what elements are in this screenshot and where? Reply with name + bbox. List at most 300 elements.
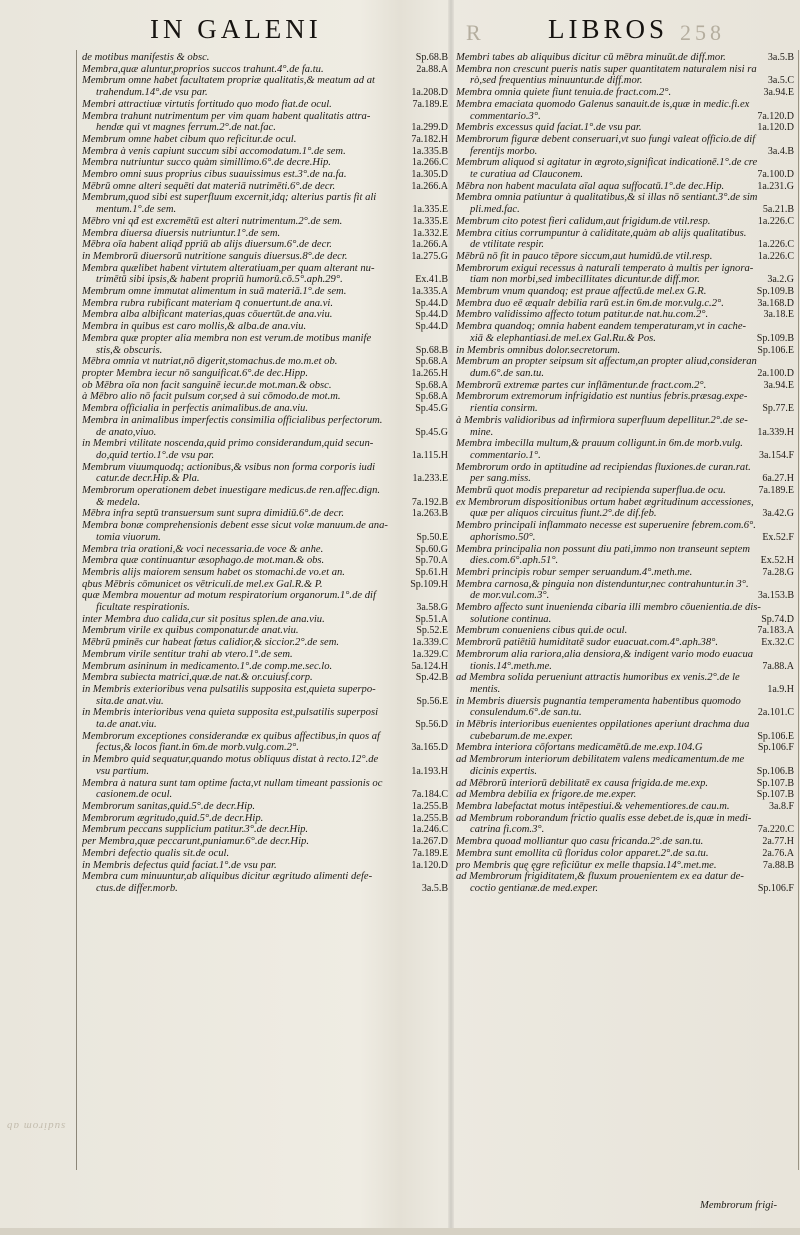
index-entry-line [456,485,794,497]
index-entry-line [82,824,448,836]
index-entry-reference: 3a.154.F [759,449,794,461]
index-entry-reference: 7a.120.D [757,110,794,122]
index-entry-text: Membrorum extremorum infrigidatio est nuntius febris.præsag.expe- [456,391,748,403]
index-entry-reference: 7a.189.E [412,98,448,110]
index-entry-text: Membrum aliquod si agitatur in ægroto,significat indicationē.1°.de cre [456,157,758,169]
index-entry-line [456,438,794,450]
index-entry-reference: 1a.299.D [411,122,448,134]
index-entry-text: per Membra,quæ peccarunt,puniamur.6°.de decr.Hip. [82,836,309,848]
index-entry-text: mentum.1°.de sem. [96,204,177,216]
index-entry-reference: 3a.4.B [767,145,794,157]
index-entry-reference: Sp.107.B [756,789,794,801]
index-entry-line [82,157,448,169]
index-entry-reference: 1a.266.C [411,157,448,169]
index-entry-text: Membrum virile sentitur trahi ab vtero.1°.de sem. [82,648,293,660]
index-entry-text: sita.de anat.viu. [96,695,164,707]
index-entry-line [82,742,448,754]
index-entry-line [456,766,794,778]
index-entry-line [456,228,794,240]
index-entry-line [82,719,448,731]
index-entry-text: Membra carnosa,& pinguia non distenduntur,nec contrahuntur.in 3°. [456,578,749,590]
index-entry-reference: 1a.266.A [411,239,448,251]
bleed-through-vertical-text: sudirom ab [6,1120,66,1132]
index-entry-reference: Sp.42.B [415,672,448,684]
index-entry-line [456,87,794,99]
index-entry-text: Membri principis robur semper seruandum.4°.meth.me. [456,566,693,578]
index-entry-reference: Sp.106.E [757,344,794,356]
index-entry-line [456,450,794,462]
index-entry-text: ad Membra solida perueniunt attractis humoribus ex venis.2°.de le [456,672,740,684]
index-entry-text: in Membrorū diuersorū nutritione sanguis diuersus.8°.de decr. [82,250,348,262]
index-entry-line [456,754,794,766]
index-entry-reference: 3a.5.C [767,75,794,87]
index-entry-line [82,181,448,193]
index-entry-text: trimētū sibi ipsis,& habent propriū humorū.cō.5°.aph.29°. [96,274,343,286]
index-entry-line [456,508,794,520]
index-entry-text: mentis. [470,683,501,695]
index-entry-reference: 1a.335.B [411,145,448,157]
index-entry-text: Membrum,quod sibi est superfluum excernit,idq; alterius partis fit ali [82,192,377,204]
index-entry-line [82,497,448,509]
index-entry-reference: Sp.52.E [416,625,448,637]
index-entry-line [82,532,448,544]
index-entry-reference: 7a.100.D [757,169,794,181]
index-entry-line [456,263,794,275]
index-entry-text: in Membris defectus quid faciat.1°.de vsu par. [82,859,277,871]
index-entry-text: Membris excessus quid faciat.1°.de vsu par. [456,122,642,134]
index-entry-reference: 1a.335.E [412,204,448,216]
index-entry-line [456,824,794,836]
index-entry-text: Membrum an propter seipsum sit affectum,an propter aliud,consideran [456,356,757,368]
index-entry-line [456,146,794,158]
index-entry-line [456,497,794,509]
book-gutter [448,0,454,1235]
index-entry-line [456,356,794,368]
index-entry-line [82,801,448,813]
index-entry-text: à Mēbro alio nō facit pulsum cor,sed à sui cōmodo.de mot.m. [82,391,341,403]
index-entry-line [456,707,794,719]
index-entry-line [82,766,448,778]
index-entry-line [82,649,448,661]
index-entry-text: Membra labefactat motus intēpestiui.& vehementiores.de cau.m. [456,801,730,812]
index-entry-line [82,836,448,848]
index-entry-line [82,661,448,673]
index-entry-line [456,333,794,345]
index-entry-text: Membra nutriuntur succo quàm simillimo.6°.de decre.Hip. [82,157,331,169]
left-margin-rule [76,50,77,1170]
index-entry-reference: 1a.335.A [411,286,448,298]
index-entry-line [456,52,794,64]
index-entry-text: Mēbro vni qđ est excremētū est alteri nutrimentum.2°.de sem. [82,215,343,227]
index-entry-reference: 3a.5.B [421,882,448,894]
index-entry-text: Membrorum sanitas,quid.5°.de decr.Hip. [82,801,256,812]
index-entry-line [82,391,448,403]
index-entry-line [82,696,448,708]
index-entry-text: ex Membrorum dispositionibus ortum habet ægritudinum accessiones, [456,496,754,508]
index-entry-line [456,801,794,813]
index-entry-line [82,485,448,497]
index-entry-line [456,544,794,556]
index-entry-reference: Ex.52.H [760,555,794,567]
index-entry-line [456,532,794,544]
index-entry-text: Membrorum alia rariora,alia densiora,& indigent vario modo euacua [456,648,754,660]
index-entry-text: Membra cum minuuntur,ab aliquibus dicitur ægritudo alimenti defe- [82,871,373,883]
index-entry-line [456,380,794,392]
index-entry-text: pro Membris quę ęgre reficiūtur ex melle thapsia.14°.met.me. [456,859,717,871]
index-column-left [82,52,448,895]
index-entry-text: Membra quandoq; omnia habent eandem temperaturam,vt in cache- [456,321,747,333]
index-entry-line [82,239,448,251]
index-entry-line [456,555,794,567]
index-entry-reference: Sp.61.H [415,566,448,578]
index-entry-line [82,298,448,310]
index-entry-reference: 3a.18.E [763,309,794,321]
index-entry-line [82,625,448,637]
index-entry-text: commentario.1°. [470,449,541,461]
index-entry-text: Mēbrū omne alteri sequēti dat materiā nutrimēti.6°.de decr. [82,180,336,192]
index-entry-line [82,672,448,684]
index-entry-text: quæ per aliquos circuitus fiunt.2°.de dif.feb. [470,508,657,520]
index-entry-text: ficultate respirationis. [96,602,190,614]
index-entry-line [82,403,448,415]
index-entry-reference: 5a.21.B [762,204,794,216]
index-entry-text: Membra subiecta matrici,quæ.de nat.& or.cuiusf.corp. [82,672,313,684]
index-entry-text: Mēbra omnia vt nutriat,nō digerit,stomachus.de mo.m.et ob. [82,356,338,368]
index-entry-text: Membrū quot modis preparetur ad recipienda superflua.de ocu. [456,485,726,497]
index-entry-line [82,99,448,111]
index-entry-text: Membri attractiuæ virtutis fortitudo quo modo fiat.de ocul. [82,98,332,110]
index-entry-reference: 3a.165.D [411,742,448,754]
index-entry-line [82,860,448,872]
index-entry-text: Membro affecto sunt inuenienda cibaria illi membro cōuenientia.de dis- [456,602,761,614]
index-entry-line [82,579,448,591]
index-entry-text: in Membris diuersis pugnantia temperamenta habentibus quomodo [456,695,741,707]
index-entry-line [456,286,794,298]
index-entry-line [82,544,448,556]
index-entry-text: Membra duo eē æqualr debilia rarū est.in 6m.de mor.vulg.c.2°. [456,297,724,309]
index-entry-line [82,146,448,158]
index-entry-text: Membra omnia quiete fiunt tenuia.de fract.com.2°. [456,87,672,99]
index-entry-line [456,719,794,731]
index-entry-text: de anato,viuo. [96,426,157,438]
index-entry-line [456,122,794,134]
index-entry-reference: 1a.329.C [411,648,448,660]
index-entry-text: Membra sunt emollita cū floridus color apparet.2°.de sa.tu. [456,847,709,859]
right-margin-rule [798,50,799,1170]
index-entry-line [82,602,448,614]
index-entry-text: Membrum vnum quandoq; est praue affectū.de mel.ex G.R. [456,286,707,298]
index-entry-text: Mēbra non habent maculata aīal aqua suffocatū.1°.de dec.Hip. [456,180,725,192]
index-entry-text: in Membris interioribus vena quieta supposita est,pulsatilis superposi [82,707,379,719]
index-entry-reference: Sp.45.G [415,426,448,438]
index-entry-line [82,286,448,298]
index-entry-line [82,345,448,357]
index-entry-text: ad Membrorum interiorum debilitatem valens medicamentum.de me [456,754,745,766]
running-head-left: IN GALENI [150,14,322,44]
index-entry-text: à Membris validioribus ad infirmiora superfluum depellitur.2°.de se- [456,414,748,426]
index-entry-line [456,157,794,169]
index-entry-reference: Sp.109.B [756,332,794,344]
index-entry-line [456,415,794,427]
catchword: Membrorum frigi- [700,1200,777,1211]
index-entry-line [82,707,448,719]
index-entry-line [456,169,794,181]
index-entry-reference: 3a.94.E [763,87,794,99]
index-entry-line [456,345,794,357]
index-entry-text: Membrorū extremæ partes cur inflāmentur.de fract.com.2°. [456,379,707,391]
index-entry-reference: Sp.44.D [415,321,448,333]
index-entry-line [456,239,794,251]
index-entry-reference: 1a.208.D [411,87,448,99]
index-entry-text: Membra quælibet habent virtutem alteratiuam,per quam alterant nu- [82,262,375,274]
index-entry-text: tomia viuorum. [96,531,161,543]
index-entry-line [456,427,794,439]
index-entry-line [82,204,448,216]
index-entry-text: consulendum.6°.de san.tu. [470,707,582,719]
index-entry-text: solutione continua. [470,613,552,625]
index-entry-reference: 7a.88.B [762,859,794,871]
index-entry-text: ad Membra debilia ex frigore.de me.exper. [456,789,637,801]
index-entry-line [82,111,448,123]
index-entry-reference: 5a.124.H [411,660,448,672]
index-entry-text: Membrum conueniens cibus qui.de ocul. [456,625,628,637]
index-entry-text: trahendum.14°.de vsu par. [96,87,208,99]
index-entry-reference: 1a.120.D [757,122,794,134]
index-entry-reference: 1a.265.H [411,367,448,379]
page-bottom-edge [0,1228,800,1235]
index-entry-line [82,216,448,228]
index-entry-text: & medela. [96,496,141,508]
index-entry-reference: 6a.27.H [762,473,794,485]
index-entry-reference: Sp.68.A [415,379,448,391]
index-entry-text: ctus.de differ.morb. [96,882,178,894]
index-entry-line [82,368,448,380]
index-entry-line [82,450,448,462]
index-entry-line [456,883,794,895]
index-entry-reference: 3a.58.G [416,602,448,614]
index-entry-text: in Membro quid sequatur,quando motus obliquus distat à recto.12°.de [82,754,379,766]
index-entry-text: Membra in animalibus imperfectis consimilia officialibus perfectorum. [82,414,383,426]
index-entry-text: Membra interiora cōfortans medicamētū.de me.exp.104.G [456,742,703,754]
index-entry-line [82,356,448,368]
index-entry-reference: 3a.94.E [763,379,794,391]
index-entry-reference: 1a.263.B [411,508,448,520]
index-entry-reference: Sp.106.F [757,882,794,894]
index-entry-text: Membri tabes ab aliquibus dicitur cū mēbra minuūt.de diff.mor. [456,52,726,63]
index-entry-line [456,789,794,801]
index-entry-reference: Ex.41.B [415,274,448,286]
index-entry-text: Membri defectio qualis sit.de ocul. [82,847,230,859]
index-entry-text: Membra officialia in perfectis animalibus.de ana.viu. [82,403,308,415]
index-entry-reference: Sp.74.D [761,613,794,625]
index-entry-text: dies.com.6°.aph.51°. [470,555,559,567]
index-entry-line [82,380,448,392]
index-entry-text: Membra à venis capiunt succum sibi accomodatum.1°.de sem. [82,145,346,157]
index-entry-text: inter Membra duo calida,cur sit positus splen.de ana.viu. [82,613,325,625]
index-entry-line [456,684,794,696]
index-entry-text: Membra principalia non possunt diu pati,immo non transeunt septem [456,543,750,555]
index-entry-text: Membra imbecilla multum,& prauum colligunt.in 6m.de morb.vulg. [456,438,743,450]
index-entry-reference: Ex.52.F [762,531,794,543]
index-entry-text: Membra citius corrumpuntur à caliditate,quàm ab alijs qualitatibus. [456,227,747,239]
index-entry-line [456,579,794,591]
index-entry-line [456,274,794,286]
index-entry-text: Membrorū patiētiū humiditatē sudor euacuat.com.4°.aph.38°. [456,637,719,649]
index-entry-line [82,883,448,895]
running-head-right: LIBROS [548,14,669,44]
index-entry-line [456,860,794,872]
index-entry-text: quæ Membra mouentur ad motum respiratorium organorum.1°.de dif [82,590,376,602]
index-entry-text: Membra in quibus est caro mollis,& alba.de ana.viu. [82,321,307,333]
index-entry-reference: Sp.56.E [416,695,448,707]
index-entry-reference: Sp.68.B [415,344,448,356]
index-entry-line [456,871,794,883]
index-entry-reference: 1a.193.H [411,765,448,777]
index-entry-line [82,462,448,474]
index-entry-line [456,204,794,216]
index-entry-reference: 1a.226.C [757,250,794,262]
index-entry-text: Membra,quæ aluntur,proprios succos trahunt.4°.de fa.tu. [82,63,324,75]
index-entry-reference: 1a.9.H [767,683,794,695]
index-entry-line [82,75,448,87]
index-entry-text: Membra alba albificant materias,quas cōuertūt.de ana.viu. [82,309,333,321]
index-entry-reference: Sp.107.B [756,777,794,789]
index-entry-text: vsu partium. [96,765,149,777]
index-entry-text: dicinis expertis. [470,765,538,777]
index-entry-reference: 1a.255.B [411,812,448,824]
index-entry-reference: 7a.184.C [411,789,448,801]
index-entry-reference: 3a.5.B [767,52,794,63]
index-entry-reference: 1a.339.C [411,637,448,649]
index-entry-reference: 2a.88.A [416,63,448,75]
index-entry-text: Membrorum operationem debet inuestigare medicus.de ren.affec.dign. [82,485,381,497]
index-entry-text: Membrorum ordo in aptitudine ad recipiendas fluxiones.de curan.rat. [456,461,751,473]
index-entry-line [456,649,794,661]
index-entry-line [456,251,794,263]
index-entry-reference: 2a.100.D [757,367,794,379]
index-entry-reference: Sp.44.D [415,297,448,309]
index-entry-line [456,731,794,743]
index-entry-text: Membra quæ continuantur æsophago.de mot.man.& obs. [82,555,325,567]
index-entry-text: in Membris omnibus dolor.secretorum. [456,344,621,356]
index-entry-line [82,848,448,860]
index-entry-text: mine. [470,426,494,438]
index-entry-text: in Membris exterioribus vena pulsatilis supposita est,quieta superpo- [82,683,376,695]
index-entry-reference: 7a.28.G [762,566,794,578]
index-entry-line [456,672,794,684]
index-entry-line [82,87,448,99]
index-entry-text: Mēbrū pminēs cur habeat fœtus calidior,& siccior.2°.de sem. [82,637,339,649]
index-entry-line [456,778,794,790]
index-entry-text: stis,& obscuris. [96,344,163,356]
index-entry-line [456,216,794,228]
index-entry-reference: 7a.183.A [757,625,794,637]
index-entry-reference: 7a.192.B [411,496,448,508]
index-entry-line [82,590,448,602]
index-entry-text: Membris alijs maiorem sensum habet os stomachi.de vo.et an. [82,566,345,578]
index-entry-text: Membra omnia patiuntur à qualitatibus,& si illas nō sentiant.3°.de sim [456,192,758,204]
index-entry-text: de mor.vul.com.3°. [470,590,550,602]
index-entry-text: Membrum omne habet facultatem propriæ qualitatis,& meatum ad at [82,75,375,87]
index-entry-line [82,555,448,567]
index-entry-reference: Sp.106.E [757,730,794,742]
index-entry-reference: 1a.226.C [757,215,794,227]
index-entry-line [82,813,448,825]
index-entry-text: ad Membrorum frigiditatem,& fluxum prouenientem ex ea datur de- [456,871,744,883]
index-entry-reference: 1a.233.E [412,473,448,485]
index-entry-line [82,567,448,579]
index-entry-reference: Sp.109.H [410,578,448,590]
index-entry-line [456,567,794,579]
index-entry-text: Membra bonæ comprehensionis debent esse sicut volæ manuum.de ana- [82,520,388,532]
index-entry-line [456,391,794,403]
index-entry-text: cubebarum.de me.exper. [470,730,573,742]
bleed-through-page-number: 258 [680,20,725,45]
index-entry-text: per sang.miss. [470,473,531,485]
index-entry-text: ferentijs morbo. [470,145,538,157]
index-entry-line [456,403,794,415]
index-entry-line [82,614,448,626]
index-entry-text: Membra emaciata quomodo Galenus sanauit.de is,quæ in medic.fi.ex [456,98,750,110]
index-entry-text: Membra quoad molliantur quo casu fricanda.2°.de san.tu. [456,836,704,848]
index-entry-reference: 1a.231.G [757,180,794,192]
index-entry-reference: 3a.42.G [762,508,794,520]
index-entry-text: tiam non morbi,sed imbecillitates dicuntur.de diff.mor. [470,274,700,286]
index-entry-line [456,192,794,204]
index-entry-line [456,602,794,614]
index-entry-text: Membrum viuumquodq; actionibus,& vsibus non forma corporis iudi [82,461,376,473]
index-entry-line [82,415,448,427]
index-entry-text: Membrum peccans supplicium patitur.3°.de decr.Hip. [82,824,309,836]
index-entry-line [82,228,448,240]
index-entry-line [456,520,794,532]
index-entry-text: fectus,& locos fiant.in 6m.de morb.vulg.com.2°. [96,742,299,754]
index-entry-reference: Sp.50.E [416,531,448,543]
index-entry-line [456,298,794,310]
index-entry-line [82,134,448,146]
index-entry-line [82,52,448,64]
index-entry-text: aphorismo.50°. [470,531,536,543]
index-entry-reference: Sp.68.B [415,52,448,63]
index-entry-text: rò,sed frequentius minuuntur.de diff.mor. [470,75,643,87]
index-entry-line [82,309,448,321]
index-entry-line [456,848,794,860]
index-entry-line [456,309,794,321]
index-entry-line [82,321,448,333]
index-entry-line [456,625,794,637]
index-entry-text: in Membri vtilitate noscenda,quid primo considerandum,quid secun- [82,438,374,450]
index-entry-reference: 2a.101.C [757,707,794,719]
index-entry-text: ta.de anat.viu. [96,719,157,731]
index-entry-text: catrina fi.com.3°. [470,824,545,836]
index-entry-reference: 3a.168.D [757,297,794,309]
index-entry-text: rientia consirm. [470,403,538,415]
index-entry-text: Mēbrū nō fit in pauco tēpore siccum,aut humidū.de vtil.resp. [456,250,713,262]
index-entry-reference: Sp.51.A [415,613,448,625]
index-entry-text: Membra rubra rubificant materiam q̄ conuertunt.de ana.vi. [82,297,333,309]
index-entry-text: Membrorum exceptiones considerandæ ex quibus affectibus,in quos af [82,730,380,742]
index-entry-line [82,637,448,649]
index-entry-reference: 1a.246.C [411,824,448,836]
index-entry-line [82,427,448,439]
index-entry-line [82,64,448,76]
index-entry-reference: 3a.2.G [767,274,794,286]
index-entry-reference: 1a.115.H [411,449,448,461]
index-entry-text: ad Membrum roborandum frictio qualis esse debet.de is,quæ in medi- [456,812,752,824]
index-entry-line [82,789,448,801]
index-entry-text: Membro principali inflammato necesse est superuenire febrem.com.6°. [456,520,756,532]
index-entry-text: ad Mēbrorū interiorū debilitatē ex causa frigida.de me.exp. [456,777,709,789]
